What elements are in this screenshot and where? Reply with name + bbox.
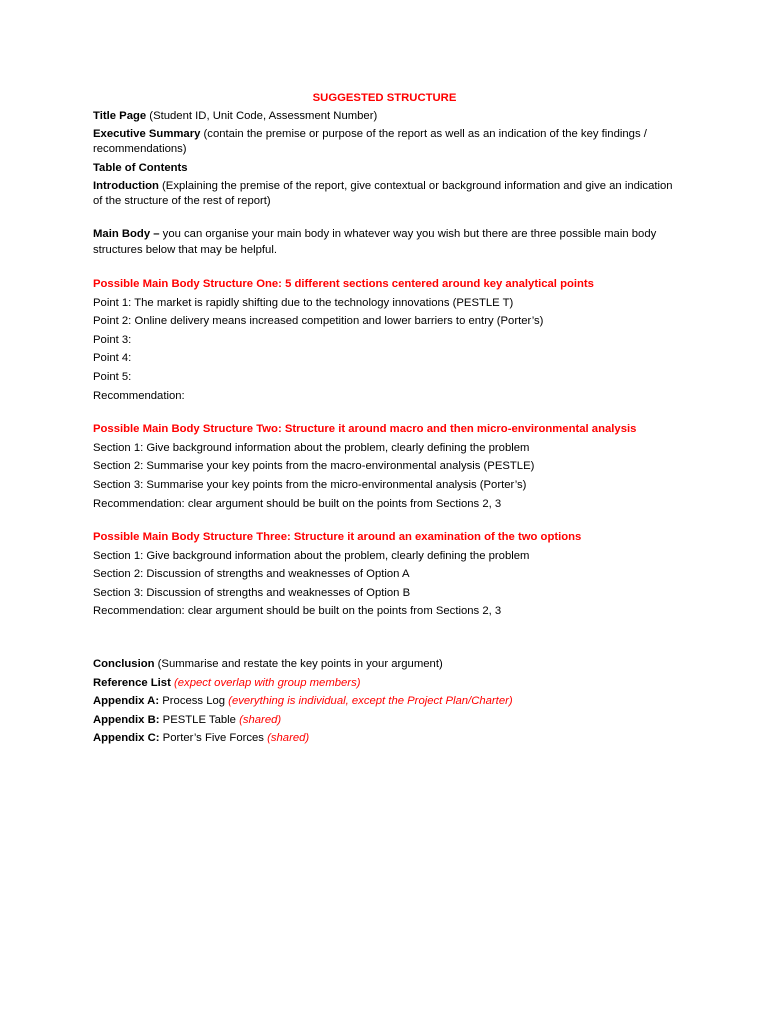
appendix-a-heading: Appendix A: [93, 695, 160, 708]
list-item: Section 2: Summarise your key points from the macro-environmental analysis (PESTLE) [93, 460, 535, 473]
reference-list-heading: Reference List [93, 676, 171, 689]
introduction-text: (Explaining the premise of the report, give contextual or background information and give an indication of the structure of the rest of report) [93, 179, 673, 208]
reference-list-line [93, 675, 683, 691]
list-item: Point 5: [93, 370, 132, 383]
structure-one-heading: Possible Main Body Structure One: 5 different sections centered around key analytical points [93, 277, 594, 290]
list-item: Section 3: Summarise your key points from the micro-environmental analysis (Porter’s) [93, 478, 527, 491]
appendix-a-note: (everything is individual, except the Project Plan/Charter) [225, 695, 513, 708]
list-item: Point 2: Online delivery means increased competition and lower barriers to entry (Porter’s) [93, 315, 544, 328]
appendix-b-text: PESTLE Table [159, 713, 236, 726]
spacer [93, 406, 683, 421]
title-page-line [93, 108, 683, 124]
list-item: Recommendation: clear argument should be built on the points from Sections 2, 3 [93, 497, 502, 510]
document-title: SUGGESTED STRUCTURE [312, 92, 457, 104]
list-item: Recommendation: [93, 389, 185, 402]
list-item: Point 4: [93, 352, 132, 365]
list-item: Point 3: [93, 333, 132, 346]
appendix-c-note: (shared) [263, 732, 310, 745]
appendix-a-line [93, 693, 683, 709]
reference-list-note: (expect overlap with group members) [170, 676, 361, 689]
appendix-c-line [93, 730, 683, 746]
structure-three-heading: Possible Main Body Structure Three: Structure it around an examination of the two options [93, 531, 582, 544]
list-item: Section 3: Discussion of strengths and weaknesses of Option B [93, 586, 411, 599]
introduction-heading: Introduction [93, 179, 159, 192]
structure-two-heading: Possible Main Body Structure Two: Structure it around macro and then micro-environmental analysis [93, 423, 637, 436]
list-item: Section 2: Discussion of strengths and weaknesses of Option A [93, 568, 410, 581]
table-of-contents-line [93, 160, 683, 176]
main-body-heading: Main Body – [93, 228, 160, 241]
appendix-b-line [93, 712, 683, 728]
list-item: Point 1: The market is rapidly shifting due to the technology innovations (PESTLE T) [93, 296, 514, 309]
main-body-text: you can organise your main body in whatever way you wish but there are three possible main body structures below that may be helpful. [93, 228, 657, 256]
list-item: Section 1: Give background information about the problem, clearly defining the problem [93, 549, 530, 562]
conclusion-heading: Conclusion [93, 658, 155, 671]
appendix-c-text: Porter’s Five Forces [159, 732, 264, 745]
spacer [93, 212, 683, 227]
title-page-heading: Title Page [93, 110, 147, 122]
conclusion-line [93, 656, 683, 672]
table-of-contents-heading: Table of Contents [93, 162, 188, 175]
appendix-b-note: (shared) [235, 713, 282, 726]
executive-summary-heading: Executive Summary [93, 127, 201, 140]
main-body-line [93, 227, 683, 258]
executive-summary-text: (contain the premise or purpose of the report as well as an indication of the key findings / recommendations) [93, 127, 647, 156]
appendix-a-text: Process Log [159, 695, 226, 708]
list-item: Recommendation: clear argument should be built on the points from Sections 2, 3 [93, 605, 502, 618]
title-page-text: (Student ID, Unit Code, Assessment Number) [146, 110, 378, 122]
executive-summary-line [93, 127, 683, 158]
document-content [93, 90, 683, 749]
spacer [93, 261, 683, 276]
spacer [93, 514, 683, 529]
spacer [93, 622, 683, 656]
appendix-b-heading: Appendix B: [93, 713, 160, 726]
conclusion-text: (Summarise and restate the key points in your argument) [154, 658, 443, 671]
appendix-c-heading: Appendix C: [93, 732, 160, 745]
introduction-line [93, 179, 683, 210]
list-item: Section 1: Give background information about the problem, clearly defining the problem [93, 441, 530, 454]
